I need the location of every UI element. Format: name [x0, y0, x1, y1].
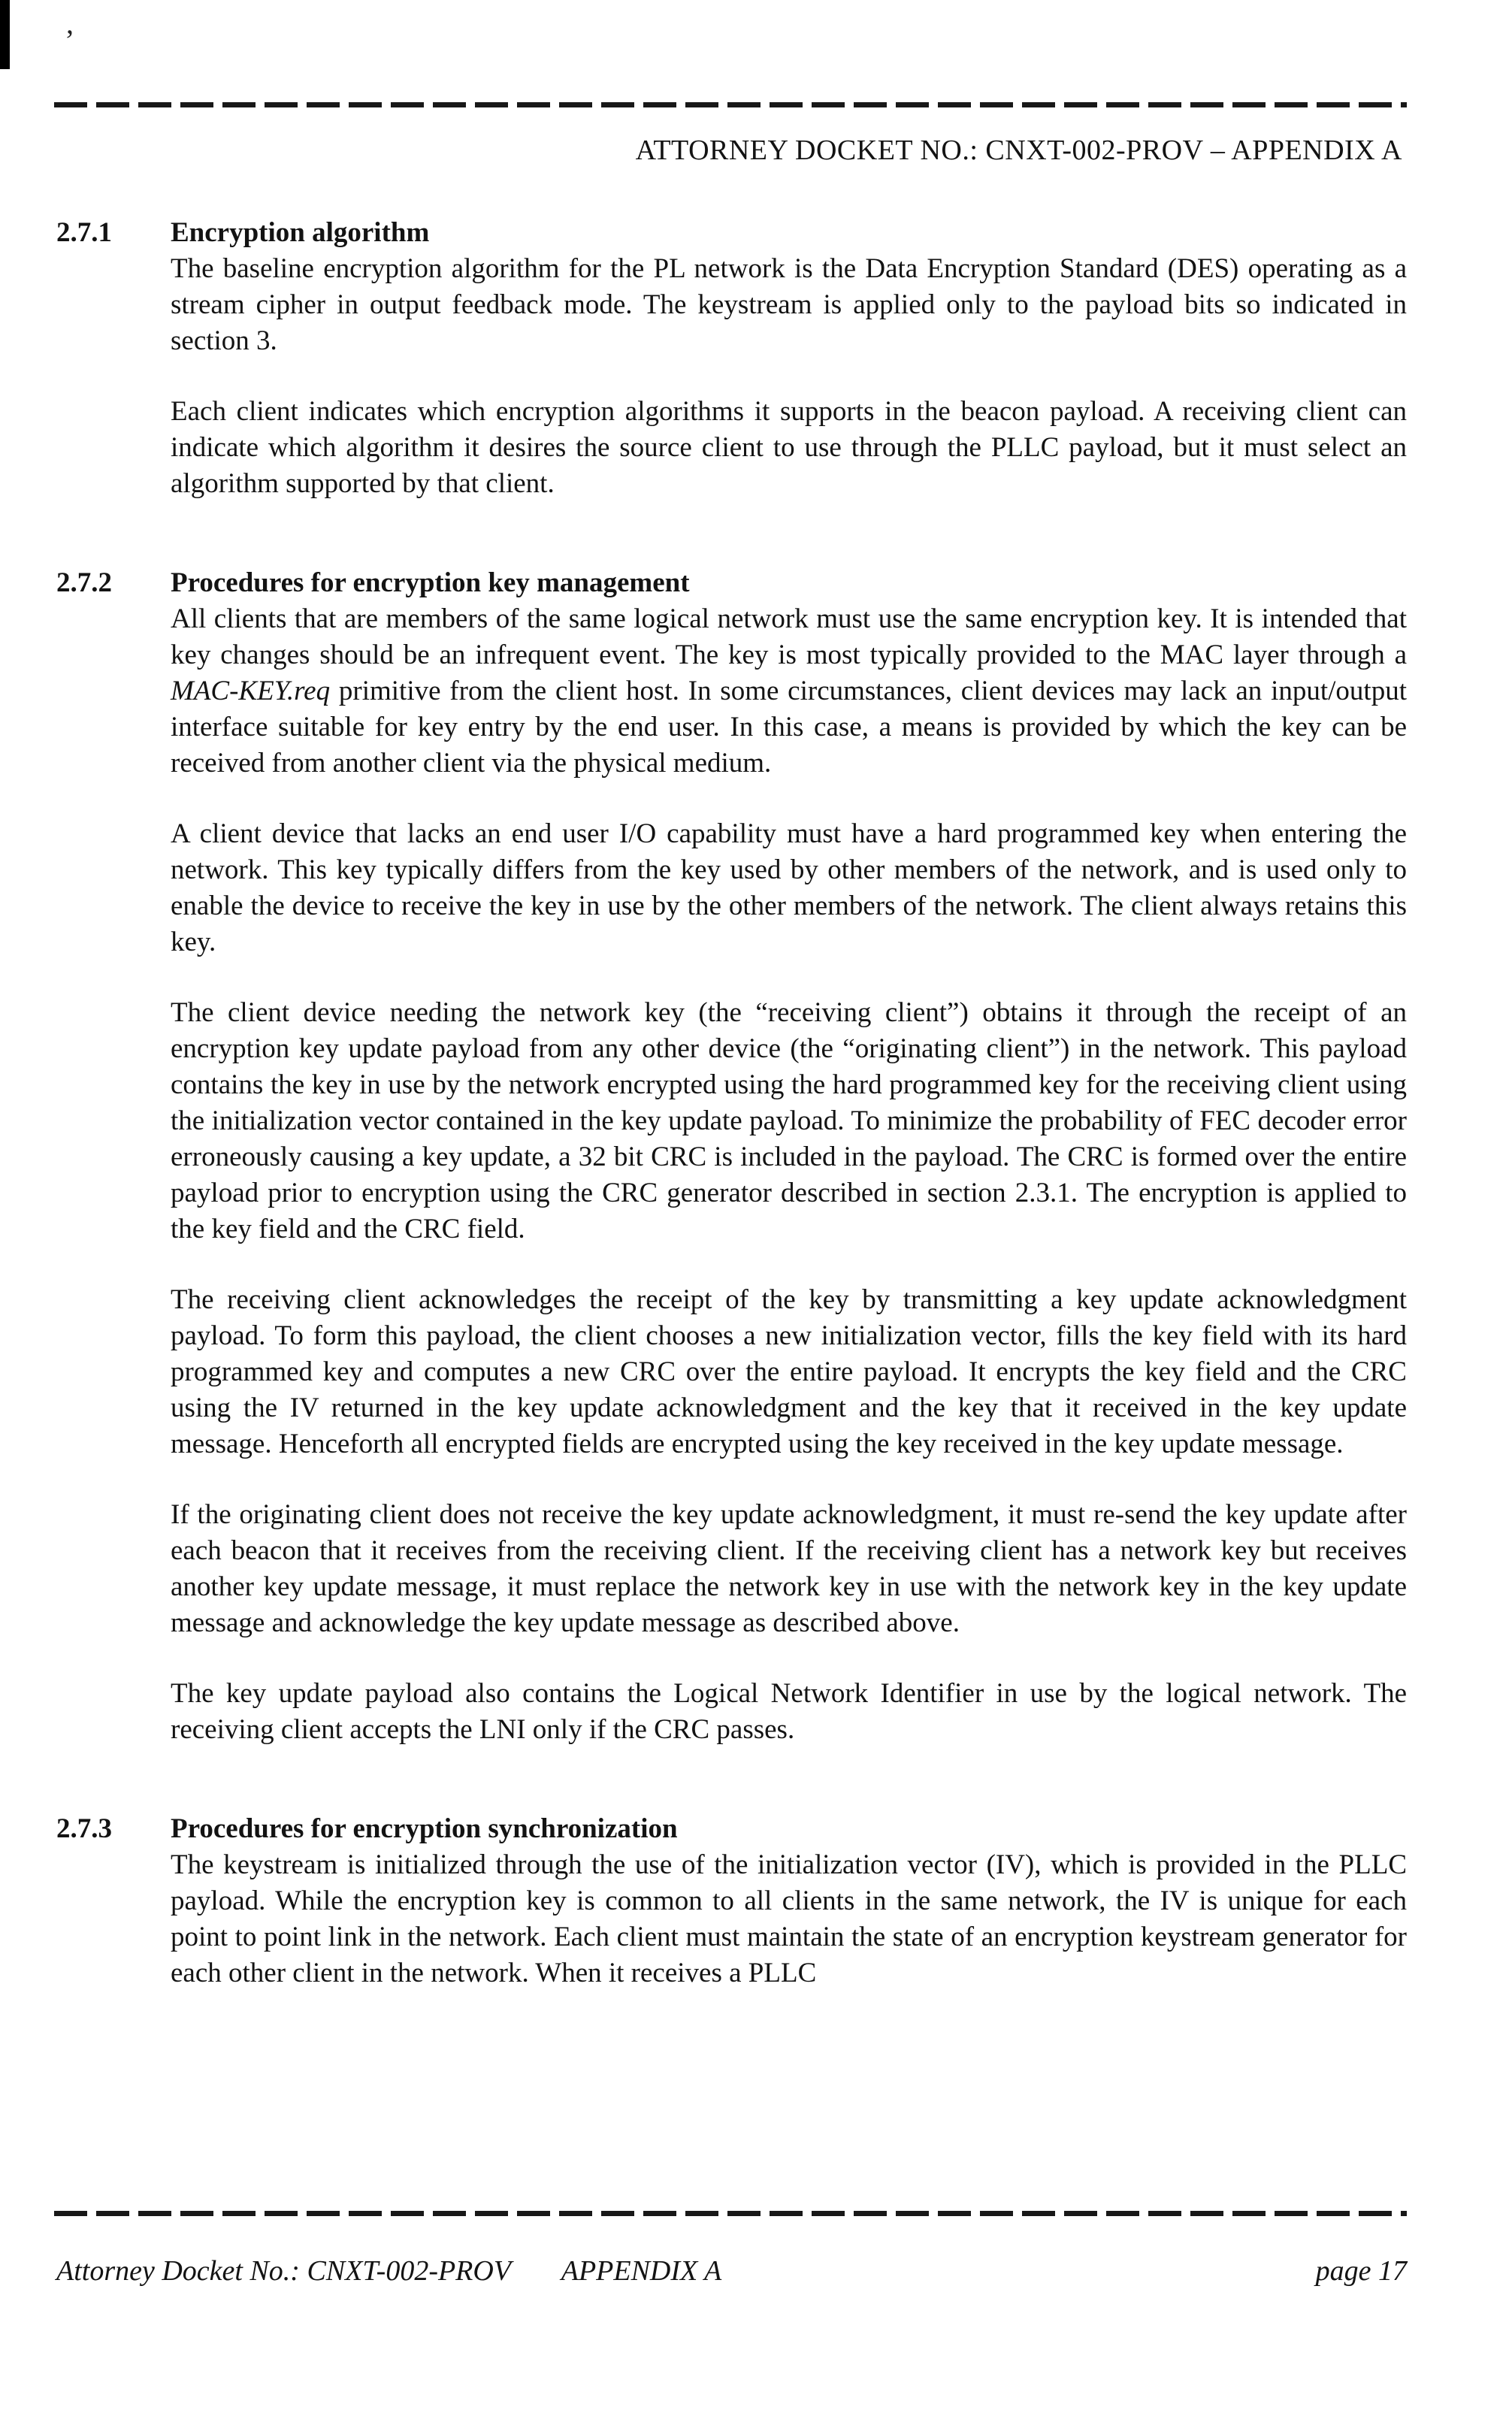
text-run: Each client indicates which encryption algorithms it supports in the beacon payload. A receiving client can indicate which algorithm it desires the source client to use through the PLLC payload, but it must select an algorithm supported by that client.	[171, 396, 1407, 499]
footer-docket: Attorney Docket No.: CNXT-002-PROV	[56, 2255, 512, 2287]
section-2.7.1	[56, 215, 1407, 502]
section-2.7.2	[56, 565, 1407, 1748]
text-run: primitive from the client host. In some circumstances, client devices may lack an input/output interface suitable for key entry by the end user. In this case, a means is provided by which the key can be received from another client via the physical medium.	[171, 676, 1407, 779]
text-run: A client device that lacks an end user I/O capability must have a hard programmed key when entering the network. This key typically differs from the key used by other members of the network, and is used only to enable the device to receive the key in use by the other members of the network. The client always retains this key.	[171, 818, 1407, 957]
text-run: The keystream is initialized through the use of the initialization vector (IV), which is provided in the PLLC payload. While the encryption key is common to all clients in the same network, the IV is unique for each point to point link in the network. Each client must maintain the state of an encryption keystream generator for each other client in the network. When it receives a PLLC	[171, 1849, 1407, 1988]
italic-run: MAC-KEY.req	[171, 676, 331, 706]
section-body	[171, 1847, 1407, 1991]
paragraph	[171, 601, 1407, 782]
section-2.7.3	[56, 1811, 1407, 1991]
paragraph	[171, 1497, 1407, 1641]
footer-appendix: APPENDIX A	[561, 2255, 722, 2287]
page-footer	[56, 2254, 1407, 2288]
section-title: Procedures for encryption synchronization	[171, 1813, 678, 1844]
stray-mark: ’	[65, 23, 75, 57]
bottom-dashed-rule	[54, 2211, 1407, 2216]
section-body	[171, 601, 1407, 1748]
paragraph	[171, 816, 1407, 960]
text-run: All clients that are members of the same logical network must use the same encryption key. It is intended that key changes should be an infrequent event. The key is most typically provided to the MAC layer through a	[171, 603, 1407, 670]
paragraph	[171, 251, 1407, 359]
text-run: The client device needing the network key (the “receiving client”) obtains it through the receipt of an encryption key update payload from any other device (the “originating client”) in the network. This payload contains the key in use by the network encrypted using the hard programmed key for the receiving client using the initialization vector contained in the key update payload. To minimize the probability of FEC decoder error erroneously causing a key update, a 32 bit CRC is included in the payload. The CRC is formed over the entire payload prior to encryption using the CRC generator described in section 2.3.1. The encryption is applied to the key field and the CRC field.	[171, 997, 1407, 1244]
section-title: Encryption algorithm	[171, 217, 430, 248]
text-run: The key update payload also contains the Logical Network Identifier in use by the logical network. The receiving client accepts the LNI only if the CRC passes.	[171, 1678, 1407, 1745]
paragraph	[171, 995, 1407, 1247]
text-run: If the originating client does not receive the key update acknowledgment, it must re-send the key update after each beacon that it receives from the receiving client. If the receiving client has a network key but receives another key update message, it must replace the network key in use with the network key in the key update message and acknowledge the key update message as described above.	[171, 1499, 1407, 1638]
paragraph	[171, 1282, 1407, 1462]
section-number: 2.7.1	[56, 217, 112, 248]
section-number: 2.7.3	[56, 1813, 112, 1844]
top-dashed-rule	[54, 102, 1407, 107]
section-body	[171, 251, 1407, 502]
paragraph	[171, 1676, 1407, 1748]
paragraph	[171, 394, 1407, 502]
page-header: ATTORNEY DOCKET NO.: CNXT-002-PROV – APPENDIX A	[635, 135, 1402, 166]
text-run: The receiving client acknowledges the receipt of the key by transmitting a key update acknowledgment payload. To form this payload, the client chooses a new initialization vector, fills the key field with its hard programmed key and computes a new CRC over the entire payload. It encrypts the key field and the CRC using the IV returned in the key update acknowledgment and the key that it received in the key update message. Henceforth all encrypted fields are encrypted using the key received in the key update message.	[171, 1284, 1407, 1459]
footer-page-number: page 17	[1315, 2255, 1407, 2287]
section-number: 2.7.2	[56, 567, 112, 598]
paragraph	[171, 1847, 1407, 1991]
scan-artifact	[0, 0, 10, 69]
text-run: The baseline encryption algorithm for the PL network is the Data Encryption Standard (DES) operating as a stream cipher in output feedback mode. The keystream is applied only to the payload bits so indicated in section 3.	[171, 253, 1407, 356]
sections	[56, 215, 1407, 2055]
section-title: Procedures for encryption key management	[171, 567, 690, 598]
